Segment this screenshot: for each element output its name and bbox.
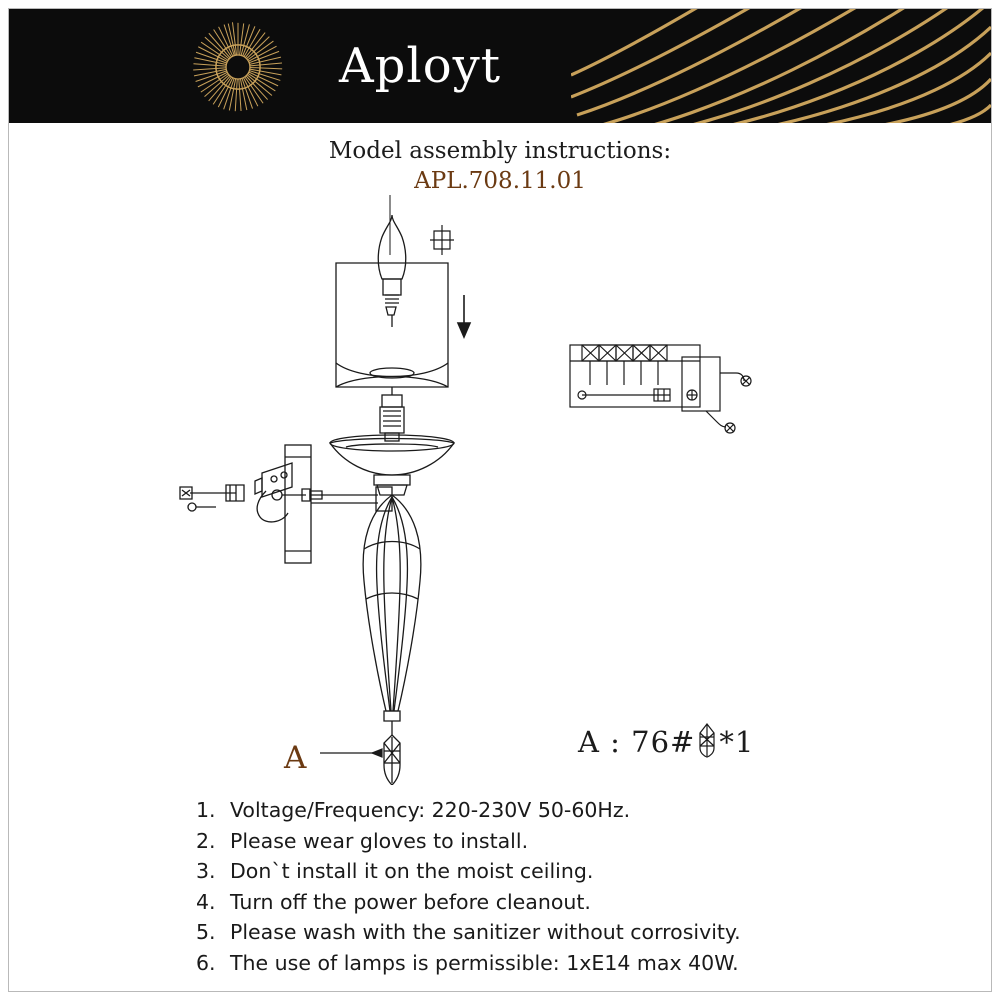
list-item — [196, 948, 956, 979]
socket-shape — [380, 387, 404, 441]
part-quantity-label: *1 — [719, 725, 755, 759]
assembly-direction-arrow — [458, 295, 470, 337]
glass-body-shape — [363, 495, 421, 735]
list-item — [196, 917, 956, 948]
list-item — [196, 856, 956, 887]
assembly-diagram — [30, 195, 970, 785]
fan-rays-decoration-icon — [571, 9, 991, 123]
terminal-block-wiring-shape — [570, 345, 751, 433]
list-item-text: Don`t install it on the moist ceiling. — [230, 859, 594, 883]
model-code: APL.708.11.01 — [414, 168, 586, 194]
list-item-number: 1. — [196, 798, 216, 822]
header-banner — [9, 9, 991, 123]
brand-wordmark: Aployt — [339, 38, 502, 94]
list-item — [196, 795, 956, 826]
page-title: Model assembly instructions: — [328, 138, 672, 164]
list-item-text: The use of lamps is permissible: 1xE14 max 40W. — [230, 950, 739, 975]
list-item-text: Please wash with the sanitizer without corrosivity. — [230, 920, 741, 944]
candle-bulb-shape — [378, 215, 406, 327]
decorative-cup-shape — [330, 435, 454, 495]
instruction-list — [196, 795, 956, 978]
mounting-bracket-shape — [255, 463, 322, 522]
list-item — [196, 826, 956, 857]
part-quantity-row — [578, 722, 754, 765]
part-marker-a: A — [284, 740, 307, 776]
list-item-text: Please wear gloves to install. — [230, 828, 529, 853]
sunburst-logo-icon — [192, 21, 284, 113]
list-item-text: Voltage/Frequency: 220-230V 50-60Hz. — [230, 798, 631, 822]
mounting-screws-shape — [180, 485, 244, 511]
list-item-number: 2. — [196, 828, 216, 853]
list-item-number: 3. — [196, 859, 216, 883]
list-item-number: 6. — [196, 950, 216, 975]
list-item-number: 5. — [196, 920, 216, 944]
list-item-text: Turn off the power before cleanout. — [230, 889, 591, 914]
bulb-rotation-icon — [430, 225, 454, 255]
part-callout-leader — [320, 749, 382, 757]
title-block — [0, 136, 1000, 196]
wall-plate-shape — [285, 445, 311, 563]
list-item-number: 4. — [196, 889, 216, 914]
crystal-pendant-shape — [384, 735, 400, 785]
crystal-drop-icon — [697, 722, 717, 765]
part-code-label: A : 76# — [578, 725, 696, 759]
list-item — [196, 887, 956, 918]
